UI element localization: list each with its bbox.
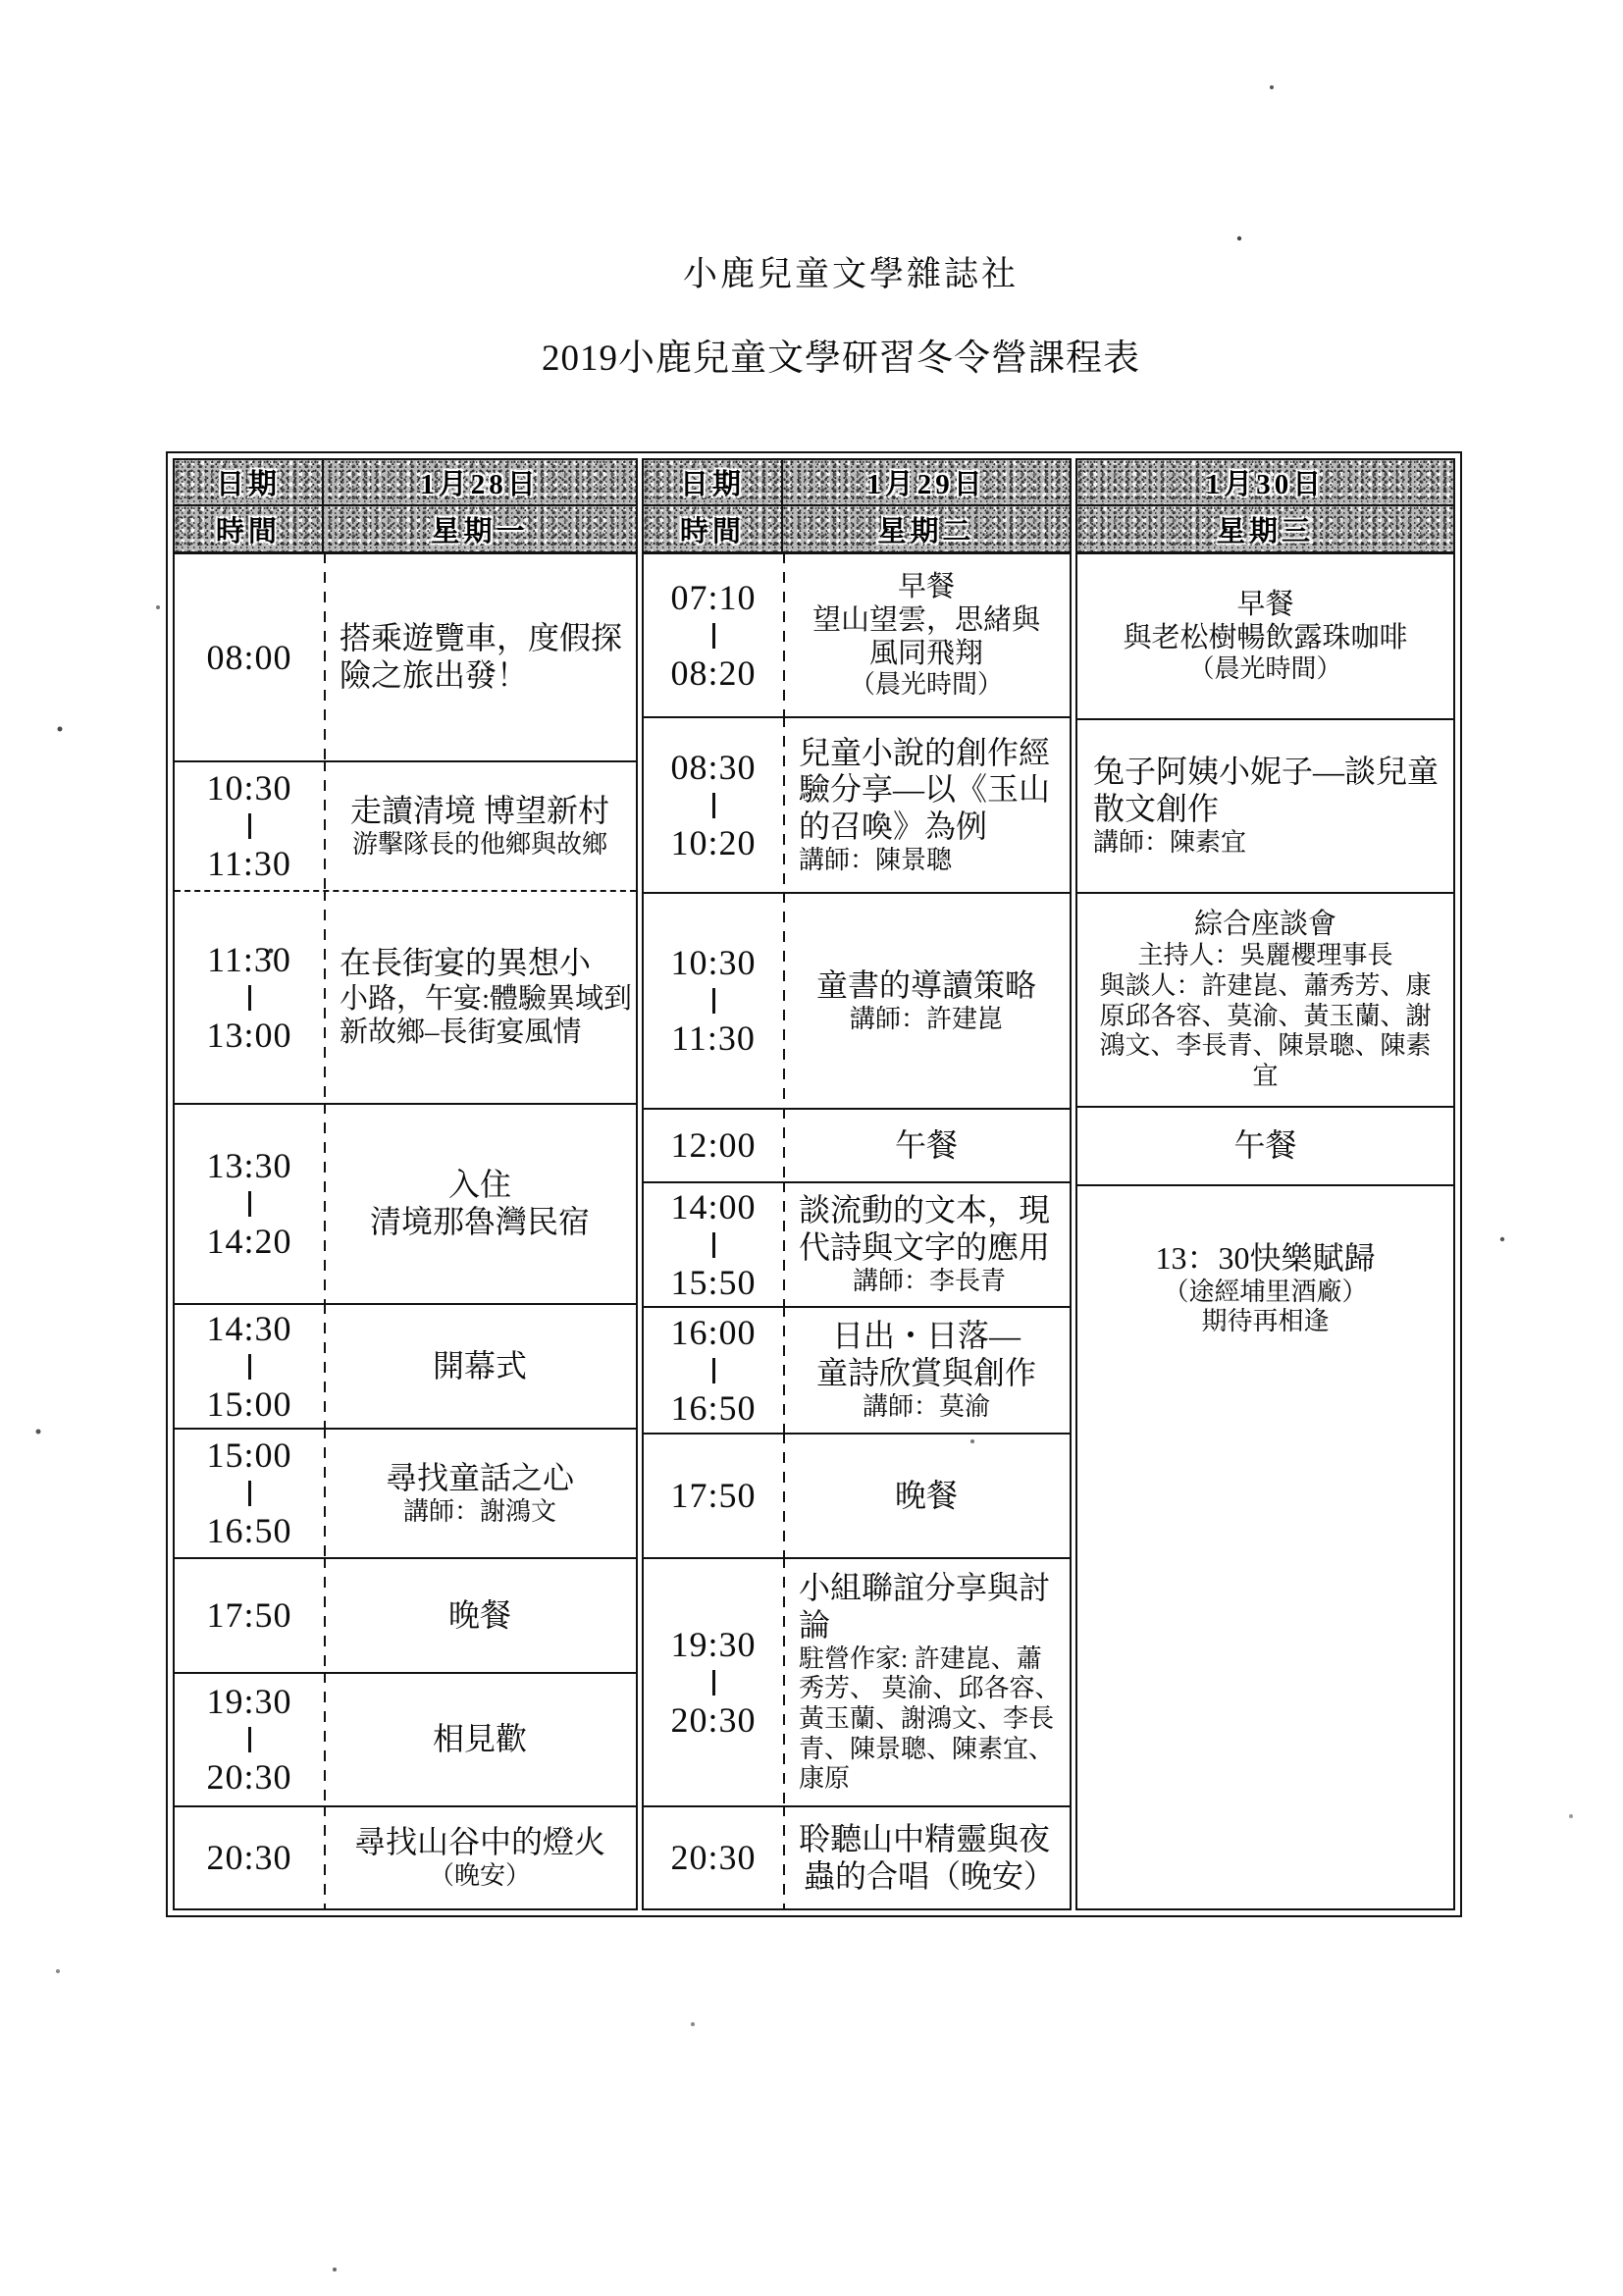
- day-table-1: [173, 458, 638, 1910]
- event-text-line: 兔子阿姨小妮子—談兒童: [1093, 754, 1440, 790]
- time-cell: [175, 762, 324, 890]
- time-value: 08:30: [670, 747, 757, 787]
- schedule-row: [1077, 718, 1453, 892]
- schedule-row: [175, 890, 636, 1103]
- event-text-line: 新故鄉–長街宴風情: [340, 1017, 582, 1049]
- schedule-row: [1077, 1184, 1453, 1908]
- schedule-row: [644, 1557, 1070, 1805]
- header-date-label: 日期: [644, 460, 783, 504]
- header-date-value: 1月30日: [1205, 469, 1326, 500]
- header-time-label: 時間: [175, 506, 324, 551]
- time-value: 15:50: [670, 1262, 757, 1302]
- time-cell: [175, 1105, 324, 1303]
- time-cell: [644, 554, 783, 716]
- schedule-row: [175, 1303, 636, 1428]
- schedule-row: [175, 554, 636, 760]
- event-text-line: 代詩與文字的應用: [799, 1229, 1051, 1266]
- event-text-line: 康原: [799, 1764, 851, 1794]
- event-cell: [783, 894, 1070, 1108]
- header-weekday-value: 星期二: [877, 515, 975, 548]
- event-text-line: 在長街宴的異想小: [340, 945, 592, 981]
- event-text-line: 游擊隊長的他鄉與故鄉: [351, 829, 607, 859]
- event-text-line: 講師：李長青: [852, 1266, 1006, 1295]
- event-text-line: 青、陳景聰、陳素宜、: [799, 1734, 1055, 1763]
- time-range-bar: [712, 1358, 715, 1383]
- event-text-line: 小組聯誼分享與討: [799, 1570, 1051, 1606]
- event-cell: [783, 718, 1070, 892]
- event-text-line: 入住: [447, 1167, 511, 1203]
- schedule-row: [175, 1805, 636, 1908]
- event-text-line: 論: [799, 1606, 831, 1643]
- time-range-bar: [712, 793, 715, 818]
- event-text-line: 講師：莫渝: [862, 1391, 990, 1421]
- event-text-line: 驗分享—以《玉山: [799, 771, 1051, 808]
- time-cell: [175, 1674, 324, 1805]
- event-text-line: 搭乘遊覽車，度假探: [340, 620, 623, 656]
- time-value: 10:30: [670, 943, 757, 982]
- time-value: 19:30: [206, 1682, 292, 1721]
- header-weekday-value: 星期一: [431, 515, 529, 548]
- header-date-row: [644, 460, 1070, 506]
- event-text-line: 講師：陳景聰: [799, 845, 953, 874]
- event-text-line: 童書的導讀策略: [815, 966, 1036, 1003]
- schedule-row: [1077, 892, 1453, 1106]
- event-text-line: 風同飛翔: [868, 638, 983, 670]
- time-value: 20:30: [206, 1838, 292, 1877]
- doc-subtitle: 2019小鹿兒童文學研習冬令營課程表: [542, 339, 1140, 379]
- event-text-line: 午餐: [894, 1126, 958, 1163]
- event-text-line: 險之旅出發！: [340, 657, 529, 693]
- event-text-line: 講師：謝鴻文: [402, 1496, 556, 1526]
- event-cell: [324, 1807, 636, 1908]
- time-value: 07:10: [670, 577, 757, 617]
- event-text-line: 期待再相逢: [1201, 1307, 1330, 1336]
- event-text-line: 望山望雲，思緒與: [812, 604, 1040, 637]
- doc-title: 小鹿兒童文學雜誌社: [682, 255, 1019, 293]
- time-value: 19:30: [670, 1624, 757, 1664]
- time-cell: [175, 1305, 324, 1428]
- event-cell: [1077, 554, 1453, 718]
- time-value: 16:00: [670, 1312, 757, 1352]
- event-text-line: 早餐: [897, 570, 955, 602]
- event-text-line: 綜合座談會: [1193, 909, 1336, 941]
- schedule-table: [173, 458, 1455, 1910]
- time-value: 11:30: [671, 1018, 756, 1058]
- event-cell: [1077, 1186, 1453, 1908]
- schedule-row: [644, 1306, 1070, 1433]
- time-value: 17:50: [670, 1476, 757, 1515]
- time-cell: [644, 718, 783, 892]
- schedule-row: [644, 1805, 1070, 1908]
- schedule-row: [1077, 554, 1453, 718]
- time-range-bar: [712, 623, 715, 649]
- time-range-bar: [712, 1670, 715, 1696]
- event-cell: [783, 1807, 1070, 1908]
- time-cell: [175, 1559, 324, 1672]
- header-date-label: 日期: [175, 460, 324, 504]
- event-cell: [783, 554, 1070, 716]
- schedule-row: [644, 1108, 1070, 1181]
- time-cell: [175, 892, 324, 1103]
- time-value: 15:00: [206, 1435, 292, 1475]
- event-text-line: 午餐: [1233, 1127, 1297, 1164]
- time-value: 10:30: [206, 768, 292, 808]
- time-value: 20:30: [206, 1757, 292, 1797]
- event-text-line: 鴻文、李長青、陳景聰、陳素: [1099, 1031, 1432, 1061]
- time-value: 11:30: [207, 844, 291, 883]
- event-cell: [783, 1308, 1070, 1433]
- event-text-line: 主持人：吳麗櫻理事長: [1137, 941, 1393, 970]
- event-text-line: 談流動的文本，現: [799, 1192, 1051, 1228]
- event-text-line: 蟲的合唱（晚安）: [803, 1857, 1055, 1894]
- time-cell: [175, 1807, 324, 1908]
- event-text-line: 聆聽山中精靈與夜: [799, 1820, 1051, 1856]
- time-value: 20:30: [670, 1699, 757, 1740]
- event-text-line: （晨光時間）: [849, 670, 1003, 700]
- event-text-line: 早餐: [1236, 588, 1294, 620]
- schedule-row: [644, 554, 1070, 716]
- header-time-label: 時間: [644, 506, 783, 551]
- event-text-line: （途經埔里酒廠）: [1163, 1277, 1368, 1306]
- time-cell: [644, 894, 783, 1108]
- event-cell: [783, 1435, 1070, 1557]
- time-cell: [175, 554, 324, 760]
- event-text-line: 尋找山谷中的燈火: [353, 1824, 605, 1860]
- time-range-bar: [248, 1354, 251, 1380]
- event-text-line: 散文創作: [1093, 791, 1220, 827]
- day-table-3: [1075, 458, 1455, 1910]
- header-weekday-value: 星期三: [1216, 515, 1314, 548]
- event-cell: [783, 1559, 1070, 1805]
- event-cell: [324, 554, 636, 760]
- day-table-2: [642, 458, 1072, 1910]
- scan-specks: [0, 0, 2, 2]
- event-text-line: 尋找童話之心: [385, 1459, 574, 1495]
- header-weekday-row: [1077, 506, 1453, 554]
- event-text-line: 宜: [1252, 1062, 1279, 1091]
- time-cell: [644, 1183, 783, 1306]
- event-text-line: 相見歡: [432, 1721, 527, 1757]
- event-text-line: 清境那魯灣民宿: [369, 1204, 590, 1239]
- time-range-bar: [248, 985, 251, 1011]
- event-cell: [324, 1430, 636, 1557]
- event-text-line: 講師：許建崑: [849, 1004, 1003, 1033]
- event-cell: [324, 1559, 636, 1672]
- time-value: 08:20: [670, 652, 757, 693]
- time-value: 13:00: [206, 1015, 292, 1055]
- schedule-row: [175, 1672, 636, 1805]
- time-value: 15:00: [206, 1383, 292, 1424]
- event-text-line: 講師：陳素宜: [1093, 827, 1247, 857]
- schedule-row: [175, 1103, 636, 1303]
- event-cell: [324, 1305, 636, 1428]
- time-cell: [644, 1308, 783, 1433]
- event-text-line: 與老松樹暢飲露珠咖啡: [1123, 622, 1408, 654]
- time-value: 12:00: [670, 1125, 757, 1165]
- time-value: 14:00: [670, 1186, 757, 1226]
- event-text-line: 兒童小說的創作經: [799, 734, 1051, 770]
- schedule-row: [644, 1433, 1070, 1557]
- event-text-line: 的召喚》為例: [799, 809, 988, 845]
- time-value: 16:50: [206, 1511, 292, 1550]
- time-cell: [644, 1110, 783, 1181]
- time-cell: [644, 1435, 783, 1557]
- time-value: 13:30: [206, 1146, 292, 1185]
- time-value: 20:30: [670, 1838, 757, 1877]
- schedule-row: [1077, 1106, 1453, 1184]
- event-cell: [324, 1674, 636, 1805]
- event-text-line: 日出・日落—: [831, 1318, 1021, 1354]
- schedule-row: [644, 716, 1070, 892]
- event-text-line: 駐營作家: 許建崑、蕭: [799, 1644, 1042, 1673]
- event-text-line: 童詩欣賞與創作: [815, 1355, 1036, 1391]
- schedule-row: [644, 1181, 1070, 1306]
- event-text-line: 黃玉蘭、謝鴻文、李長: [799, 1703, 1055, 1733]
- time-cell: [644, 1807, 783, 1908]
- event-text-line: 晚餐: [447, 1596, 511, 1633]
- time-value: 14:30: [206, 1308, 292, 1348]
- event-text-line: （晚安）: [428, 1861, 531, 1891]
- header-date-value: 1月28日: [420, 469, 540, 500]
- event-text-line: （晨光時間）: [1188, 654, 1342, 684]
- time-cell: [175, 1430, 324, 1557]
- header-date-row: [175, 460, 636, 506]
- event-cell: [1077, 894, 1453, 1106]
- event-text-line: 原邱各容、莫渝、黃玉蘭、謝: [1099, 1001, 1432, 1030]
- event-text-line: 秀芳、 莫渝、邱各容、: [799, 1674, 1061, 1703]
- time-range-bar: [248, 1191, 251, 1217]
- time-range-bar: [712, 988, 715, 1014]
- time-value: 11:30: [207, 939, 291, 979]
- event-text-line: 小路，午宴:體驗異域到: [340, 983, 633, 1016]
- time-value: 17:50: [206, 1595, 292, 1635]
- time-value: 08:00: [206, 637, 292, 677]
- event-text-line: 晚餐: [894, 1477, 958, 1513]
- event-cell: [324, 892, 636, 1103]
- event-cell: [324, 762, 636, 890]
- schedule-row: [175, 1428, 636, 1557]
- time-value: 10:20: [670, 822, 757, 862]
- event-cell: [1077, 720, 1453, 892]
- event-text-line: 與談人：許建崑、蕭秀芳、康: [1099, 971, 1432, 1001]
- event-text-line: 走讀清境 博望新村: [349, 792, 609, 828]
- event-cell: [783, 1110, 1070, 1181]
- time-value: 16:50: [670, 1387, 757, 1428]
- time-range-bar: [248, 1727, 251, 1752]
- schedule-row: [175, 760, 636, 890]
- event-cell: [783, 1183, 1070, 1306]
- event-text-line: 13：30快樂賦歸: [1155, 1240, 1376, 1276]
- time-cell: [644, 1559, 783, 1805]
- event-cell: [324, 1105, 636, 1303]
- time-range-bar: [248, 1481, 251, 1506]
- schedule-row: [644, 892, 1070, 1108]
- header-weekday-row: [644, 506, 1070, 554]
- schedule-row: [175, 1557, 636, 1672]
- header-date-value: 1月29日: [866, 469, 986, 500]
- event-text-line: 開幕式: [432, 1347, 527, 1383]
- header-date-row: [1077, 460, 1453, 506]
- time-range-bar: [248, 813, 251, 839]
- time-value: 14:20: [206, 1222, 292, 1261]
- time-range-bar: [712, 1232, 715, 1258]
- event-cell: [1077, 1108, 1453, 1184]
- header-weekday-row: [175, 506, 636, 554]
